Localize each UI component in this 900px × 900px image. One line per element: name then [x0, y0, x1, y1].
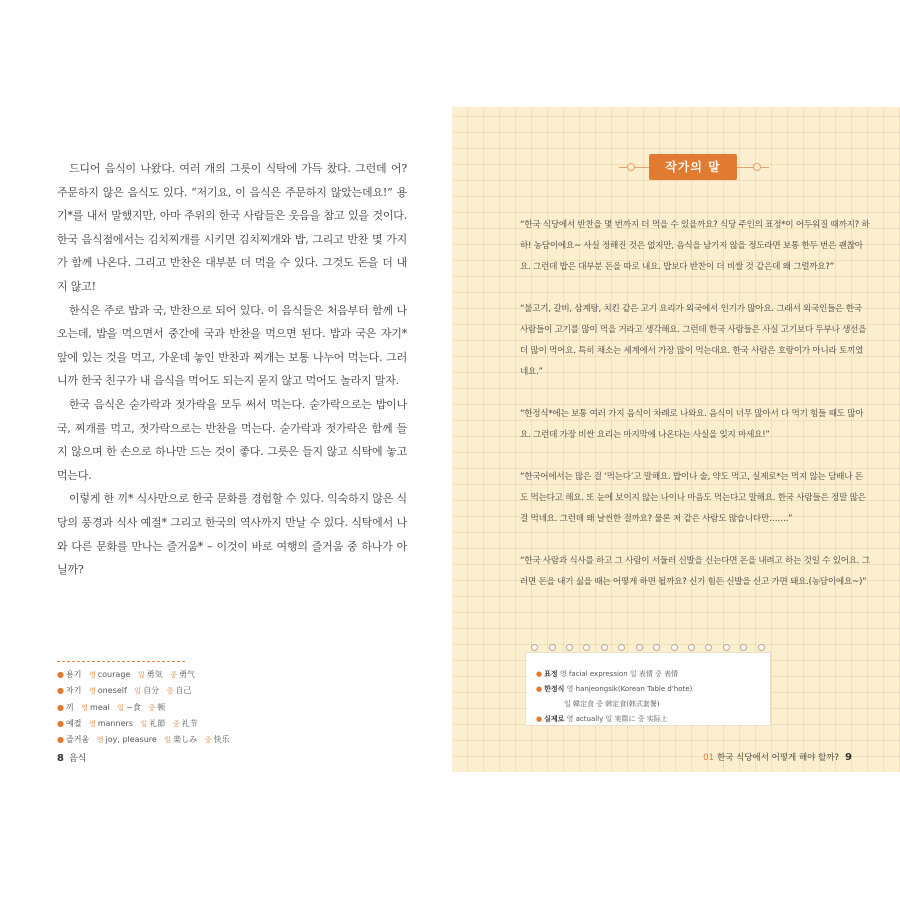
glossary-item: ● 즐거움 영 joy, pleasure 일 楽しみ 중 快乐 [57, 735, 230, 745]
vocab-item: ● 실제로 영 actually 일 実際に 중 实际上 [536, 715, 668, 723]
quote: “불고기, 갈비, 삼계탕, 치킨 같은 고기 요리가 외국에서 인기가 많아요. 그래서 외국인들은 한국 사람들이 고기를 많이 먹을 거라고 생각해요. 그런데 한국 사람들은 사실 고기보다 두부나 생선을 더 많이 먹어요. 특히 채소는 세계에서 가장 많이 먹는대요. 한국 사람은 호랑이가 아니라 토끼였네요.” [520, 304, 867, 377]
glossary-item: ● 용기 영 courage 일 勇気 중 勇气 [57, 670, 195, 679]
glossary-item: ● 자기 영 oneself 일 自分 중 自己 [57, 686, 192, 696]
paragraph: 한식은 주로 밥과 국, 반찬으로 되어 있다. 이 음식들은 처음부터 함께 나오는데, 밥을 먹으면서 중간에 국과 반찬을 먹으면 된다. 밥과 국은 자기* 앞에 있는 것을 먹고, 가운데 놓인 반찬과 찌개는 보통 나누어 먹는다. 그러니까 한국 친구가 내 음식을 먹어도 되는지 묻지 않고 먹어도 놀라지 말자. [57, 303, 407, 388]
quote: “한국 식당에서 반찬을 몇 번까지 더 먹을 수 있을까요? 식당 주인의 표정*이 어두워질 때까지? 하하! 농담이에요~ 사실 정해진 것은 없지만, 음식을 남기지 않을 정도라면 보통 한두 번은 괜찮아요. 그런데 밥은 대부분 돈을 따로 내요. 밥보다 반찬이 더 비쌀 것 같은데 왜 그럴까요?” [520, 220, 870, 272]
bullet-icon: ● [57, 718, 64, 728]
paragraph: 이렇게 한 끼* 식사만으로 한국 문화를 경험할 수 있다. 익숙하지 않은 식당의 풍경과 식사 예절* 그리고 한국의 역사까지 만날 수 있다. 식탁에서 나와 다른 문화를 만나는 즐거움* – 이것이 바로 여행의 즐거움 중 하나가 아닐까? [57, 492, 407, 577]
hole-icon [740, 644, 747, 651]
bullet-icon: ● [57, 735, 64, 745]
bullet-icon: ● [536, 685, 543, 693]
page-number: 8 [57, 753, 64, 764]
bullet-icon: ● [536, 670, 543, 678]
vocab-item-continued: 일 韓定食 중 韩定食(韩式套餐) [564, 700, 660, 708]
hole-icon [723, 644, 730, 651]
right-page [452, 107, 900, 772]
author-quotes [520, 215, 870, 614]
glossary-item: ● 예절 영 manners 일 礼節 중 礼节 [57, 718, 198, 728]
hole-icon [583, 644, 590, 651]
hole-icon [636, 644, 643, 651]
hole-icon [653, 644, 660, 651]
hole-icon [688, 644, 695, 651]
spiral-holes [526, 644, 770, 654]
bullet-icon: ● [536, 715, 543, 723]
heading-dot-icon [753, 163, 761, 171]
vocab-list [536, 667, 692, 727]
vocab-note-card [525, 652, 771, 726]
glossary [57, 667, 229, 748]
heading-dot-icon [627, 163, 635, 171]
page-number: 9 [845, 752, 852, 763]
chapter-title: 한국 식당에서 어떻게 해야 할까? [716, 753, 840, 763]
section-heading [619, 154, 769, 182]
section-name: 음식 [68, 754, 87, 764]
hole-icon [531, 644, 538, 651]
body-text [57, 157, 407, 582]
quote: “한국어에서는 많은 걸 ‘먹는다’고 말해요. 밥이나 술, 약도 먹고, 실제로*는 먹지 않는 담배나 돈도 먹는다고 해요. 또 눈에 보이지 않는 나이나 마음도 먹는다고 말해요. 한국 사람들은 정말 많은 걸 먹네요. 그런데 왜 날씬한 걸까요? 물론 저 같은 사람도 많습니다만…….” [520, 472, 866, 524]
glossary-divider [57, 661, 185, 662]
vocab-item: ● 한정식 영 hanjeongsik(Korean Table d'hote) [536, 685, 693, 693]
page-title: 작가의 말 [649, 154, 737, 180]
hole-icon [549, 644, 556, 651]
quote: “한정식*에는 보통 여러 가지 음식이 차례로 나와요. 음식이 너무 많아서 다 먹기 힘들 때도 많아요. 그런데 가장 비싼 요리는 마지막에 나온다는 사실을 잊지 마세요!” [520, 409, 864, 440]
quote: “한국 사람과 식사를 하고 그 사람이 서둘러 신발을 신는다면 돈을 내려고 하는 것일 수 있어요. 그러면 돈을 내기 싫을 때는 어떻게 하면 될까요? 신기 힘든 신발을 신고 가면 돼요.(농담이에요~)” [520, 556, 870, 587]
bullet-icon: ● [57, 702, 64, 712]
page-footer-left [57, 751, 86, 764]
hole-icon [618, 644, 625, 651]
glossary-item: ● 끼 영 meal 일 ~食 중 顿 [57, 702, 166, 712]
hole-icon [758, 644, 765, 651]
hole-icon [671, 644, 678, 651]
paragraph: 드디어 음식이 나왔다. 여러 개의 그릇이 식탁에 가득 찼다. 그런데 어? 주문하지 않은 음식도 있다. “저기요, 이 음식은 주문하지 않았는데요!” 용기*를 내서 말했지만, 아마 주위의 한국 사람들은 웃음을 참고 있을 것이다. 한국 음식점에서는 김치찌개를 시키면 김치찌개와 밥, 그리고 반찬 몇 가지가 함께 나온다. 그리고 반찬은 대부분 더 먹을 수 있다. 그것도 돈을 더 내지 않고! [57, 162, 407, 293]
hole-icon [705, 644, 712, 651]
hole-icon [601, 644, 608, 651]
page-footer-right [703, 751, 852, 763]
hole-icon [566, 644, 573, 651]
bullet-icon: ● [57, 670, 64, 679]
bullet-icon: ● [57, 686, 64, 696]
vocab-item: ● 표정 영 facial expression 일 表情 중 表情 [536, 670, 679, 678]
chapter-number: 01 [703, 753, 714, 763]
paragraph: 한국 음식은 숟가락과 젓가락을 모두 써서 먹는다. 숟가락으로는 밥이나 국, 찌개를 먹고, 젓가락으로는 반찬을 먹는다. 숟가락과 젓가락은 함께 들지 않으며 한 손으로 하나만 드는 것이 좋다. 그릇은 들지 않고 식탁에 놓고 먹는다. [57, 397, 407, 482]
